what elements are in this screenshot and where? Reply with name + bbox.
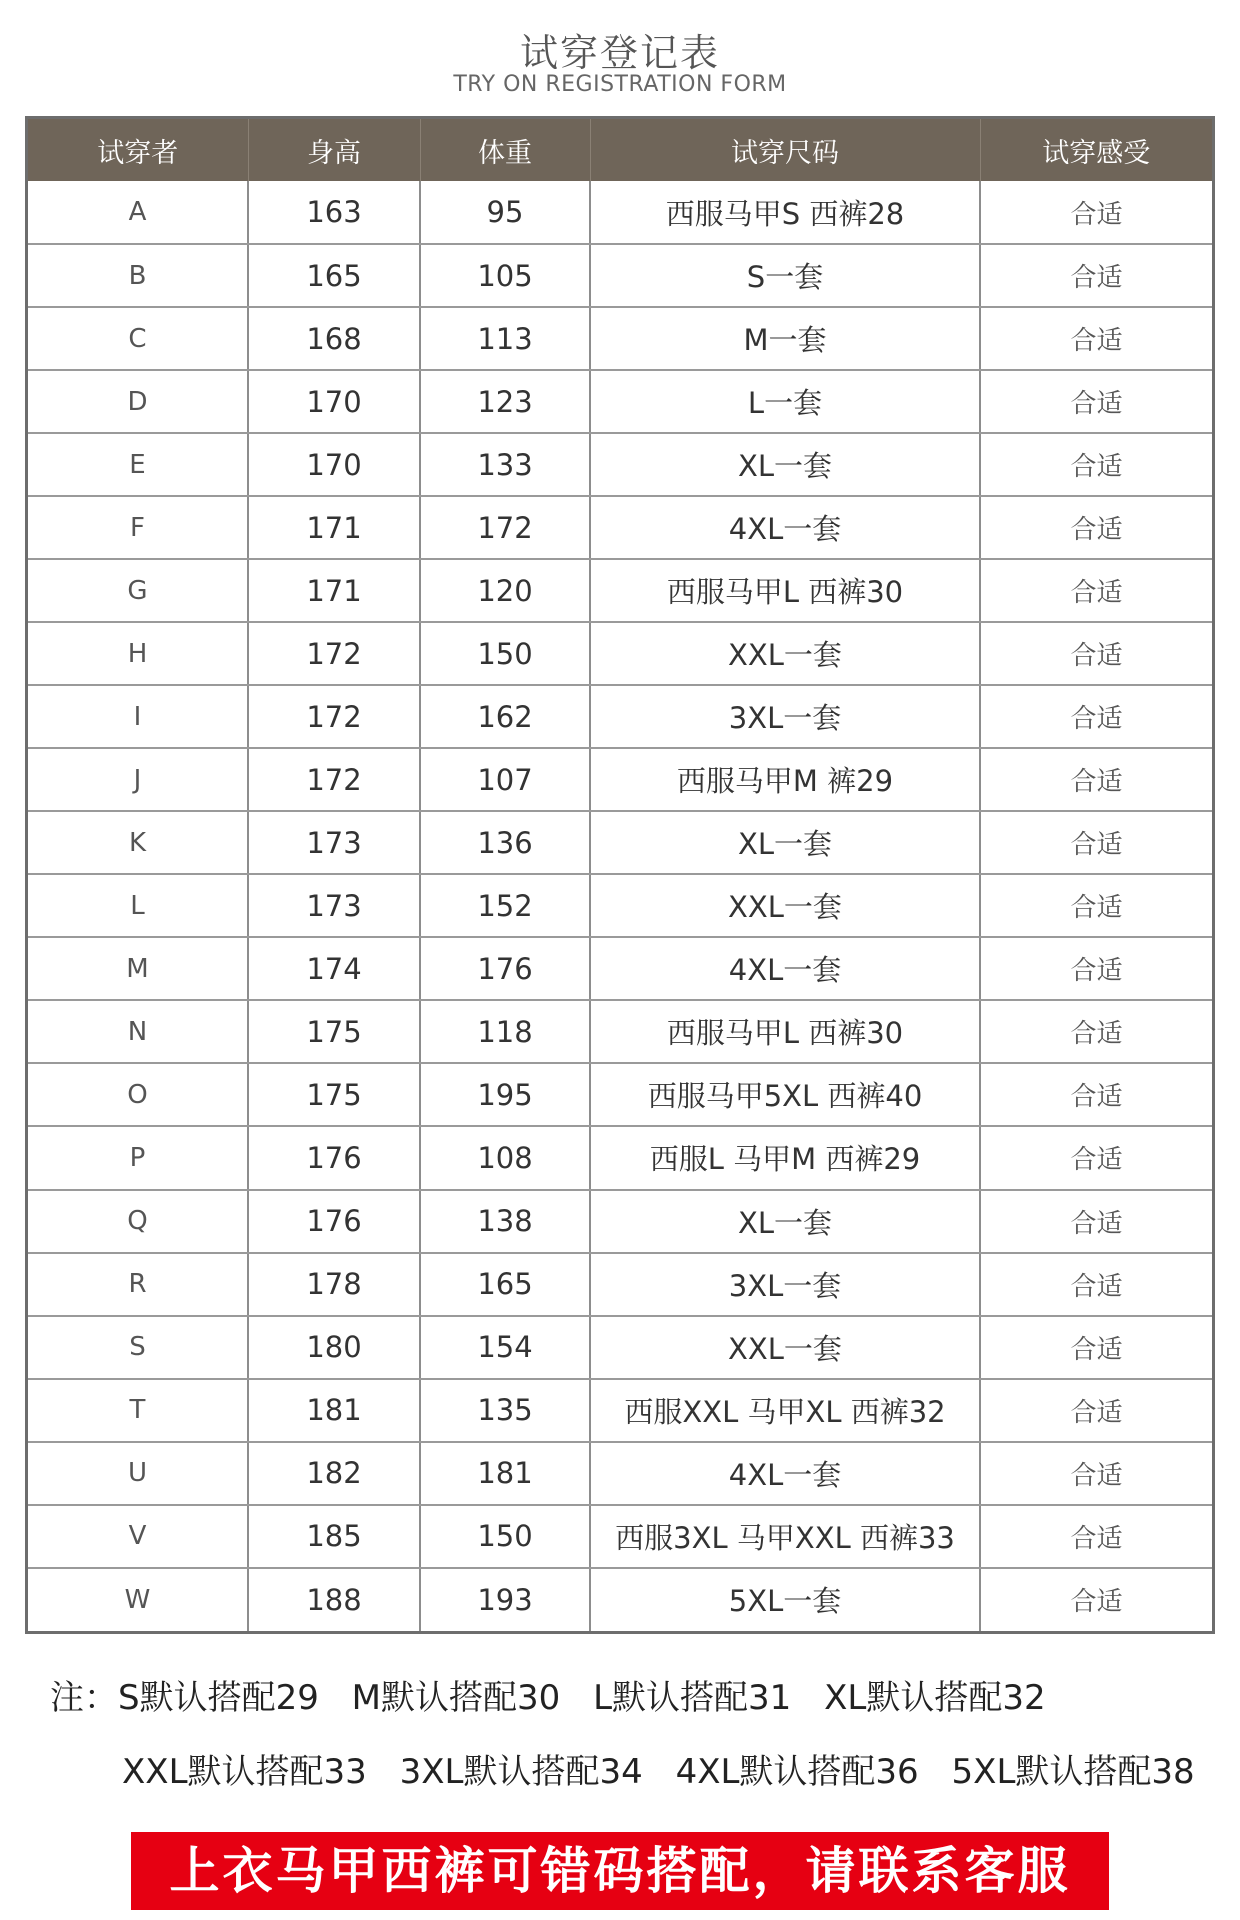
feeling-cell: 合适: [980, 307, 1212, 370]
feeling-cell: 合适: [980, 937, 1212, 1000]
table-row: [28, 307, 1212, 370]
size-cell: 4XL一套: [590, 496, 980, 559]
size-cell: 4XL一套: [590, 937, 980, 1000]
height-cell: 171: [248, 559, 420, 622]
tester-cell: W: [28, 1568, 248, 1631]
size-cell: 西服3XL 马甲XXL 西裤33: [590, 1505, 980, 1568]
size-cell: 西服XXL 马甲XL 西裤32: [590, 1379, 980, 1442]
weight-cell: 120: [420, 559, 590, 622]
height-cell: 180: [248, 1316, 420, 1379]
table-row: [28, 622, 1212, 685]
height-cell: 165: [248, 244, 420, 307]
header-feeling: 试穿感受: [1042, 137, 1151, 169]
height-cell: 171: [248, 496, 420, 559]
note-item: 5XL默认搭配38: [951, 1752, 1195, 1792]
note-item: XXL默认搭配33: [122, 1752, 367, 1792]
weight-cell: 162: [420, 685, 590, 748]
height-cell: 174: [248, 937, 420, 1000]
table-row: [28, 1190, 1212, 1253]
tester-cell: G: [28, 559, 248, 622]
table-row: [28, 559, 1212, 622]
table-row: [28, 1505, 1212, 1568]
size-cell: 4XL一套: [590, 1442, 980, 1505]
size-cell: XL一套: [590, 811, 980, 874]
height-cell: 173: [248, 874, 420, 937]
note-item: 3XL默认搭配34: [399, 1752, 643, 1792]
note-item: 注：S默认搭配29: [50, 1678, 319, 1718]
weight-cell: 150: [420, 1505, 590, 1568]
weight-cell: 172: [420, 496, 590, 559]
tester-cell: A: [28, 181, 248, 244]
table-row: [28, 370, 1212, 433]
size-cell: L一套: [590, 370, 980, 433]
weight-cell: 165: [420, 1253, 590, 1316]
header-size: 试穿尺码: [590, 119, 980, 181]
tester-cell: O: [28, 1063, 248, 1126]
weight-cell: 138: [420, 1190, 590, 1253]
table-row: [28, 874, 1212, 937]
table-row: [28, 1063, 1212, 1126]
tester-cell: H: [28, 622, 248, 685]
feeling-cell: 合适: [980, 1253, 1212, 1316]
height-cell: 168: [248, 307, 420, 370]
feeling-cell: 合适: [980, 181, 1212, 244]
tester-cell: F: [28, 496, 248, 559]
tester-cell: K: [28, 811, 248, 874]
feeling-cell: 合适: [1070, 1587, 1123, 1618]
feeling-cell: 合适: [980, 244, 1212, 307]
table-row: [28, 496, 1212, 559]
height-cell: 172: [248, 622, 420, 685]
size-cell: 3XL一套: [590, 1253, 980, 1316]
size-note-line-2: [122, 1744, 1217, 1793]
table-row: [28, 1379, 1212, 1442]
height-cell: 172: [248, 685, 420, 748]
page-title: 试穿登记表: [519, 31, 720, 75]
size-cell: 西服马甲L 西裤30: [590, 1000, 980, 1063]
note-item: L默认搭配31: [593, 1678, 792, 1718]
tester-cell: N: [28, 1000, 248, 1063]
feeling-cell: 合适: [980, 370, 1212, 433]
height-cell: 175: [248, 1063, 420, 1126]
feeling-cell: 合适: [980, 811, 1212, 874]
tester-cell: J: [28, 748, 248, 811]
size-cell: 3XL一套: [590, 685, 980, 748]
tester-cell: B: [28, 244, 248, 307]
size-cell: M一套: [590, 307, 980, 370]
height-cell: 170: [248, 433, 420, 496]
weight-cell: 136: [420, 811, 590, 874]
header-height: 身高: [248, 119, 420, 181]
table-row: [28, 685, 1212, 748]
feeling-cell: 合适: [980, 1505, 1212, 1568]
weight-cell: 195: [420, 1063, 590, 1126]
size-note-line-1: [50, 1670, 1068, 1719]
height-cell: 182: [248, 1442, 420, 1505]
tester-cell: V: [28, 1505, 248, 1568]
height-cell: 188: [248, 1568, 420, 1631]
feeling-cell: 合适: [980, 1000, 1212, 1063]
weight-cell: 176: [420, 937, 590, 1000]
tester-cell: C: [28, 307, 248, 370]
tester-cell: R: [28, 1253, 248, 1316]
feeling-cell: 合适: [980, 559, 1212, 622]
size-cell: S一套: [590, 244, 980, 307]
weight-cell: 118: [420, 1000, 590, 1063]
tester-cell: T: [28, 1379, 248, 1442]
height-cell: 178: [248, 1253, 420, 1316]
note-item: M默认搭配30: [351, 1678, 561, 1718]
weight-cell: 113: [420, 307, 590, 370]
height-cell: 181: [248, 1379, 420, 1442]
height-cell: 176: [248, 1126, 420, 1189]
note-item: 4XL默认搭配36: [675, 1752, 919, 1792]
feeling-cell: 合适: [980, 1126, 1212, 1189]
feeling-cell: 合适: [980, 685, 1212, 748]
height-cell: 173: [248, 811, 420, 874]
registration-table-grid: [28, 119, 1212, 1631]
header-tester: 试穿者: [28, 119, 248, 181]
table-row: [28, 937, 1212, 1000]
tester-cell: P: [28, 1126, 248, 1189]
table-row: [28, 811, 1212, 874]
weight-cell: 152: [420, 874, 590, 937]
note-item: XL默认搭配32: [824, 1678, 1046, 1718]
tester-cell: I: [28, 685, 248, 748]
height-cell: 163: [248, 181, 420, 244]
size-cell: 5XL一套: [590, 1568, 980, 1631]
feeling-cell: 合适: [980, 1063, 1212, 1126]
table-row: [28, 244, 1212, 307]
size-cell: XXL一套: [590, 874, 980, 937]
tester-cell: Q: [28, 1190, 248, 1253]
tester-cell: L: [28, 874, 248, 937]
feeling-cell: 合适: [980, 1316, 1212, 1379]
feeling-cell: 合适: [980, 622, 1212, 685]
height-cell: 170: [248, 370, 420, 433]
table-row: [28, 433, 1212, 496]
tester-cell: D: [28, 370, 248, 433]
table-body: [28, 181, 1212, 1631]
weight-cell: 193: [420, 1568, 590, 1631]
weight-cell: 95: [420, 181, 590, 244]
height-cell: 175: [248, 1000, 420, 1063]
table-row: [28, 1316, 1212, 1379]
feeling-cell: 合适: [980, 874, 1212, 937]
size-cell: 西服马甲5XL 西裤40: [590, 1063, 980, 1126]
tester-cell: M: [28, 937, 248, 1000]
height-cell: 172: [248, 748, 420, 811]
weight-cell: 108: [420, 1126, 590, 1189]
table-row: [28, 1126, 1212, 1189]
height-cell: 185: [248, 1505, 420, 1568]
table-row: [28, 748, 1212, 811]
feeling-cell: 合适: [980, 433, 1212, 496]
feeling-cell: 合适: [980, 1442, 1212, 1505]
header-weight: 体重: [420, 119, 590, 181]
tester-cell: E: [28, 433, 248, 496]
weight-cell: 107: [420, 748, 590, 811]
size-cell: XXL一套: [590, 1316, 980, 1379]
table-row: [28, 1253, 1212, 1316]
tester-cell: U: [28, 1442, 248, 1505]
table-row: [28, 181, 1212, 244]
size-cell: XL一套: [590, 1190, 980, 1253]
size-cell: 西服马甲S 西裤28: [590, 181, 980, 244]
weight-cell: 154: [420, 1316, 590, 1379]
weight-cell: 123: [420, 370, 590, 433]
weight-cell: 181: [420, 1442, 590, 1505]
height-cell: 176: [248, 1190, 420, 1253]
weight-cell: 105: [420, 244, 590, 307]
table-header-row: [28, 119, 1212, 181]
feeling-cell: 合适: [980, 748, 1212, 811]
weight-cell: 135: [420, 1379, 590, 1442]
size-cell: 西服马甲L 西裤30: [590, 559, 980, 622]
size-cell: XL一套: [590, 433, 980, 496]
registration-table: [25, 116, 1215, 1634]
size-cell: 西服马甲M 裤29: [590, 748, 980, 811]
feeling-cell: 合适: [980, 1190, 1212, 1253]
table-row: [28, 1442, 1212, 1505]
feeling-cell: 合适: [980, 1379, 1212, 1442]
page-subtitle: TRY ON REGISTRATION FORM: [453, 72, 787, 97]
weight-cell: 133: [420, 433, 590, 496]
size-cell: 西服L 马甲M 西裤29: [590, 1126, 980, 1189]
contact-service-banner: 上衣马甲西裤可错码搭配，请联系客服: [131, 1832, 1109, 1910]
feeling-cell: 合适: [980, 496, 1212, 559]
weight-cell: 150: [420, 622, 590, 685]
table-row: [28, 1568, 1212, 1631]
tester-cell: S: [28, 1316, 248, 1379]
size-cell: XXL一套: [590, 622, 980, 685]
table-row: [28, 1000, 1212, 1063]
